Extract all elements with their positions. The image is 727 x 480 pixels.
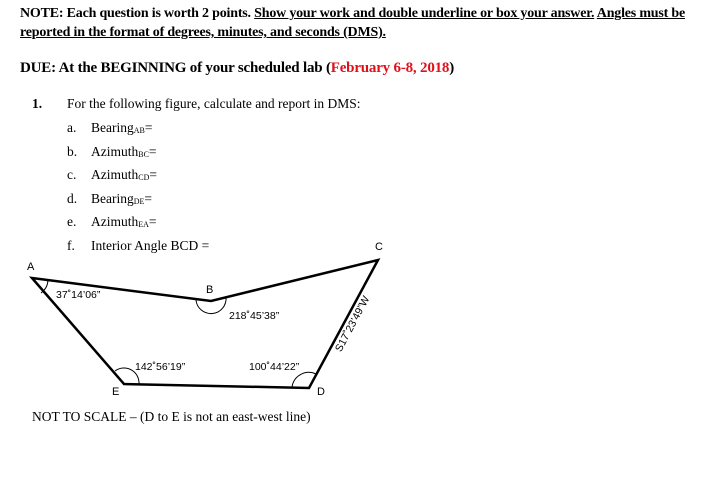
item-label: Bearing <box>91 190 134 206</box>
item-letter: a. <box>67 120 77 135</box>
item-sub: EA <box>138 220 149 230</box>
question-number: 1. <box>32 96 43 111</box>
due-close: ) <box>449 60 455 76</box>
point-label-e: E <box>112 386 120 398</box>
point-label-b: B <box>206 284 214 296</box>
item-letter: e. <box>67 214 77 230</box>
angle-label-a: 37˚14’06” <box>56 289 101 301</box>
traverse-polygon <box>32 260 378 388</box>
item-label: Azimuth <box>91 143 139 159</box>
angle-label-d: 100˚44’22” <box>249 361 300 373</box>
item-suffix: = <box>144 120 153 135</box>
item-label: Azimuth <box>91 214 139 230</box>
note-format: Angles must be reported in the format of degrees, minutes, and seconds (DMS). <box>20 6 686 40</box>
item-label: Bearing <box>91 120 134 135</box>
note-instruction: Show your work and double underline or box your answer. <box>254 6 595 21</box>
item-suffix: = <box>149 167 157 183</box>
item-letter: d. <box>67 190 78 206</box>
item-letter: b. <box>67 143 78 159</box>
angle-label-b: 218˚45’38” <box>229 310 280 322</box>
item-label: Interior Angle BCD = <box>91 238 210 253</box>
item-sub: BC <box>138 149 149 159</box>
angle-label-e: 142˚56’19” <box>135 361 186 373</box>
note-text: NOTE: Each question is worth 2 points. <box>20 6 255 21</box>
item-sub: CD <box>138 173 150 183</box>
due-dates: February 6-8, 2018 <box>330 60 450 76</box>
point-label-d: D <box>317 386 325 398</box>
bearing-label-cd: S17˚23’49”W <box>332 294 373 354</box>
question-prompt: For the following figure, calculate and report in DMS: <box>67 96 361 111</box>
item-suffix: = <box>148 214 157 230</box>
item-suffix: = <box>148 143 157 159</box>
point-label-a: A <box>27 261 35 273</box>
item-label: Azimuth <box>91 167 139 183</box>
item-sub: DE <box>133 196 145 206</box>
due-text: DUE: At the BEGINNING of your scheduled lab ( <box>20 60 331 76</box>
item-suffix: = <box>144 190 153 206</box>
point-label-c: C <box>375 241 383 253</box>
item-letter: f. <box>67 238 75 253</box>
item-letter: c. <box>67 167 77 183</box>
figure-caption: NOT TO SCALE – (D to E is not an east-west line) <box>32 409 311 424</box>
item-sub: AB <box>133 126 145 135</box>
